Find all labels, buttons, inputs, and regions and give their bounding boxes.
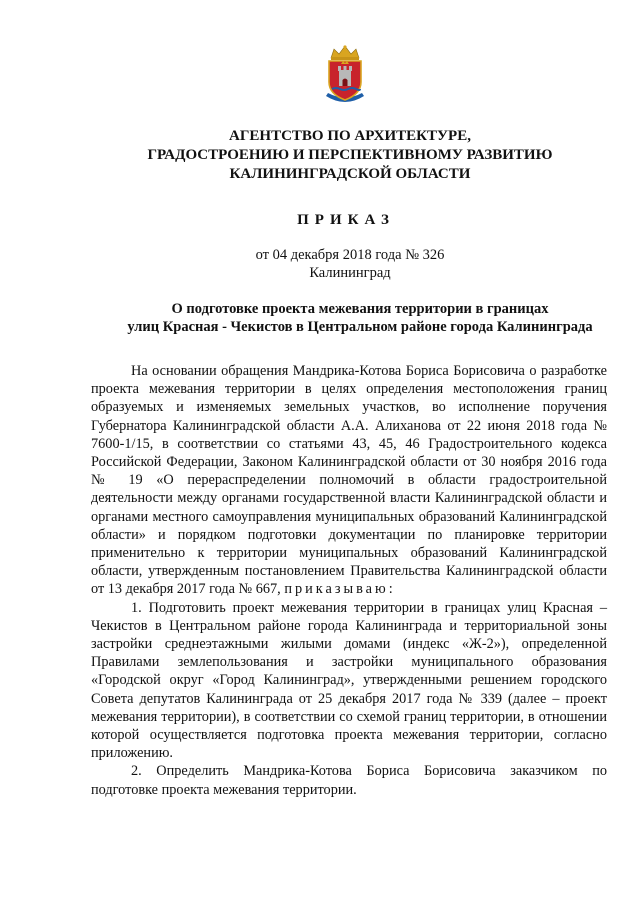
agency-line-2: ГРАДОСТРОЕНИЮ И ПЕРСПЕКТИВНОМУ РАЗВИТИЮ: [147, 147, 553, 163]
subject-line-2: улиц Красная - Чекистов в Центральном районе города Калининграда: [127, 319, 593, 335]
agency-name: [90, 127, 610, 184]
agency-line-1: АГЕНТСТВО ПО АРХИТЕКТУРЕ,: [229, 128, 471, 144]
order-city: Калининград: [309, 265, 391, 281]
decree-word: приказываю:: [284, 581, 396, 598]
order-item-1: 1. Подготовить проект межевания территории в границах улиц Красная – Чекистов в Центральном районе города Калининграда и территориальной зоны застройки среднеэтажными жилыми домами (индекс «Ж-2»), определенной Правилами землепользования и застройки муниципального образования «Городской округ «Город Калининград», утвержденными решением городского Совета депутатов Калининграда от 25 декабря 2017 года № 339 (далее – проект межевания территории), в соответствии со схемой границ территории, в отношении которой осуществляется подготовка проекта межевания территории, согласно приложению.: [91, 599, 607, 762]
order-date-number: от 04 декабря 2018 года № 326: [255, 247, 445, 263]
order-title: ПРИКАЗ: [297, 212, 395, 228]
subject-line-1: О подготовке проекта межевания территории в границах: [171, 301, 549, 317]
order-subject: [100, 300, 620, 336]
agency-line-3: КАЛИНИНГРАДСКОЙ ОБЛАСТИ: [229, 166, 471, 182]
order-item-2: 2. Определить Мандрика-Котова Бориса Борисовича заказчиком по подготовке проекта межевания территории.: [91, 763, 607, 798]
preamble-text: На основании обращения Мандрика-Котова Бориса Борисовича о разработке проекта межевания территории в целях определения местоположения границ образуемых и изменяемых земельных участков, во исполнение поручения Губернатора Калининградской области А.А. Алиханова от 22 июня 2018 года № 7600-1/15, в соответствии со статьями 43, 45, 46 Градостроительного кодекса Российской Федерации, Законом Калининградской области от 30 ноября 2016 года № 19 «О перераспределении полномочий в области градостроительной деятельности между органами государственной власти Калининградской области и органами местного самоуправления муниципальных образований Калининградской области» и порядком подготовки документации по планировке территории применительно к территории муниципальных образований Калининградской области, утвержденным постановлением Правительства Калининградской области от 13 декабря 2017 года № 667,: [91, 363, 607, 598]
preamble-paragraph: [91, 362, 607, 599]
kaliningrad-coat-of-arms-icon: [322, 44, 368, 104]
order-body: [91, 362, 607, 799]
